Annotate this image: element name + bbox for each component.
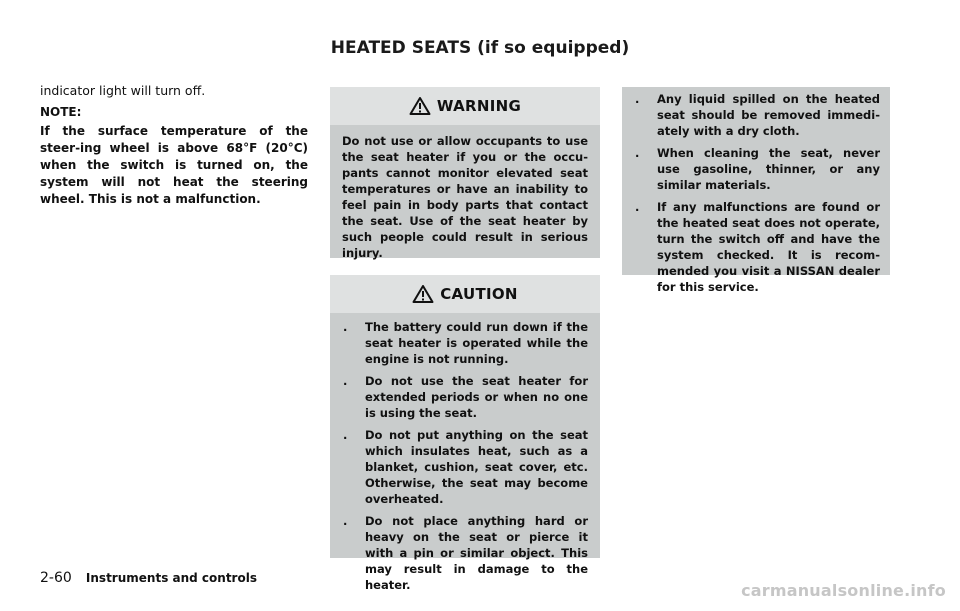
note-label: NOTE:	[40, 105, 82, 119]
caution-continued-box	[622, 87, 890, 294]
warning-triangle-icon	[409, 96, 431, 116]
caution-box	[330, 275, 600, 592]
warning-header	[330, 87, 600, 125]
warning-body: Do not use or allow occupants to use the seat heater if you or the occu-pants cannot monitor elevated seat temperatures or have an inability to feel pain in body parts that contact the seat. Use of the seat heater by such people could result in serious injury.	[342, 134, 588, 260]
warning-triangle-icon	[412, 284, 434, 304]
intro-text: indicator light will turn off.	[40, 83, 206, 98]
column-1	[40, 82, 308, 208]
watermark: carmanualsonline.info	[741, 581, 946, 600]
page-number: 2-60	[40, 570, 72, 586]
caution-item: . Do not put anything on the seat which insulates heat, such as a blanket, cushion, seat cover, etc. Otherwise, the seat may become overheated.	[343, 428, 588, 506]
caution-item: . Do not use the seat heater for extended periods or when no one is using the seat.	[343, 374, 588, 420]
caution-continued-list	[632, 91, 880, 295]
caution-header	[330, 275, 600, 313]
note-body: If the surface temperature of the steer-ing wheel is above 68°F (20°C) when the switch is turned on, the system will not heat the steering wheel. This is not a malfunction.	[40, 124, 308, 206]
warning-title: WARNING	[436, 97, 522, 115]
caution-continued-body	[622, 87, 890, 295]
caution-title: CAUTION	[440, 285, 518, 303]
warning-box	[330, 87, 600, 258]
caution-list	[340, 319, 588, 593]
section-title: HEATED SEATS (if so equipped)	[330, 38, 630, 58]
caution-item: . When cleaning the seat, never use gasoline, thinner, or any similar materials.	[635, 146, 880, 192]
chapter-title: Instruments and controls	[85, 571, 257, 585]
caution-body	[330, 313, 600, 593]
page-footer	[40, 570, 257, 586]
caution-item: . If any malfunctions are found or the heated seat does not operate, turn the switch off and have the system checked. It is recom-mended you visit a NISSAN dealer for this service.	[635, 200, 880, 294]
caution-item: . Any liquid spilled on the heated seat should be removed immedi-ately with a dry cloth.	[635, 92, 880, 138]
caution-item: . Do not place anything hard or heavy on the seat or pierce it with a pin or similar object. This may result in damage to the heater.	[343, 514, 588, 592]
caution-item: . The battery could run down if the seat heater is operated while the engine is not running.	[343, 320, 588, 366]
